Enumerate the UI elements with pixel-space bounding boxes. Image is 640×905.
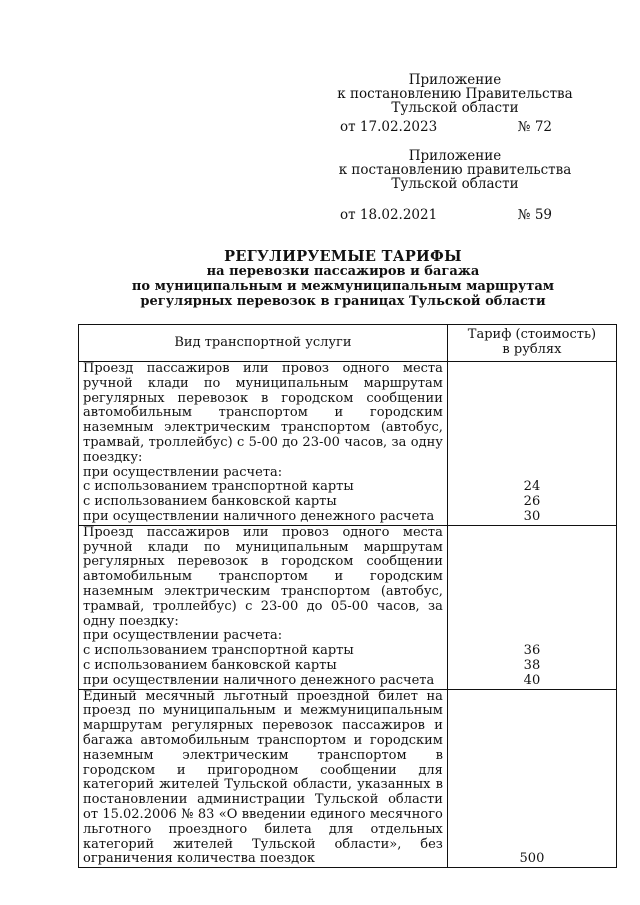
appendix-header-2 (330, 149, 580, 191)
row-1-text: Проезд пассажиров или провоз одного места ручной клади по муниципальным маршрутам регулярных перевозок в городском сообщении автомобильным транспортом и городским наземным электрическим транспортом (автобус, трамвай, троллейбус) с 5-00 до 23-00 часов, за одну поездку: (83, 361, 443, 465)
title-line3: по муниципальным и межмуниципальным маршрутам (131, 279, 555, 294)
row-1-option-3: при осуществлении наличного денежного расчета (83, 508, 435, 524)
row-2-price-2: 38 (523, 657, 541, 673)
row-2-price-3: 40 (523, 672, 541, 688)
row-2-prices (447, 525, 616, 689)
appendix-1-line1: Приложение (408, 72, 502, 88)
appendix-2-dateline (340, 208, 552, 223)
row-3-text: Единый месячный льготный проездной билет на проезд по муниципальным и межмуниципальным маршрутам регулярных перевозок пассажиров и багажа автомобильным транспортом и городским наземным электрическим транспортом в городском и пригородном сообщении для категорий жителей Тульской области, указанных в постановлении администрации Тульской области от 15.02.2006 № 83 «О введении единого месячного льготного проездного билета для отдельных категорий жителей Тульской области», без ограничения количества поездок (83, 688, 443, 867)
row-1-price-2: 26 (523, 494, 541, 510)
title-line4: регулярных перевозок в границах Тульской области (140, 294, 546, 309)
header-tariff-line1: Тариф (стоимость) (467, 327, 597, 343)
appendix-2-line2: к постановлению правительства (338, 162, 572, 178)
table-row (79, 362, 617, 526)
title-main: РЕГУЛИРУЕМЫЕ ТАРИФЫ (224, 248, 462, 265)
row-1-price-1: 24 (523, 479, 541, 495)
row-1-description (79, 362, 448, 526)
appendix-1-line2: к постановлению Правительства (337, 86, 573, 102)
row-1-prices (447, 362, 616, 526)
row-3-description (79, 689, 448, 868)
header-service: Вид транспортной услуги (79, 325, 448, 362)
document-title (78, 249, 608, 309)
row-1-option-2: с использованием банковской карты (83, 494, 337, 510)
row-1-settlement: при осуществлении расчета: (83, 464, 283, 480)
table-row (79, 689, 617, 868)
appendix-1-line3: Тульской области (391, 100, 519, 116)
row-1-price-3: 30 (523, 508, 541, 524)
row-2-option-3: при осуществлении наличного денежного расчета (83, 672, 435, 688)
appendix-1-number: № 72 (517, 119, 552, 135)
row-3-prices (447, 689, 616, 868)
appendix-2-number: № 59 (517, 207, 552, 223)
row-1-option-1: с использованием транспортной карты (83, 479, 354, 495)
table-header-row (79, 325, 617, 362)
row-2-option-1: с использованием транспортной карты (83, 643, 354, 659)
row-2-text: Проезд пассажиров или провоз одного места ручной клади по муниципальным маршрутам регулярных перевозок в городском сообщении автомобильным транспортом и городским наземным электрическим транспортом (автобус, трамвай, троллейбус) с 23-00 до 05-00 часов, за одну поездку: (83, 524, 443, 629)
row-3-price: 500 (519, 851, 545, 867)
appendix-1-dateline (340, 120, 552, 135)
appendix-2-line1: Приложение (408, 148, 502, 164)
row-2-price-1: 36 (523, 643, 541, 659)
row-2-option-2: с использованием банковской карты (83, 657, 337, 673)
header-tariff-line2: в рублях (502, 342, 562, 357)
appendix-2-line3: Тульской области (391, 176, 519, 192)
tariff-table (78, 324, 617, 868)
table-row (79, 525, 617, 689)
appendix-1-date: от 17.02.2023 (340, 119, 438, 135)
header-tariff (447, 325, 616, 362)
row-2-settlement: при осуществлении расчета: (83, 628, 283, 644)
appendix-2-date: от 18.02.2021 (340, 207, 438, 223)
appendix-header-1 (330, 73, 580, 115)
title-line2: на перевозки пассажиров и багажа (206, 264, 480, 279)
row-2-description (79, 525, 448, 689)
